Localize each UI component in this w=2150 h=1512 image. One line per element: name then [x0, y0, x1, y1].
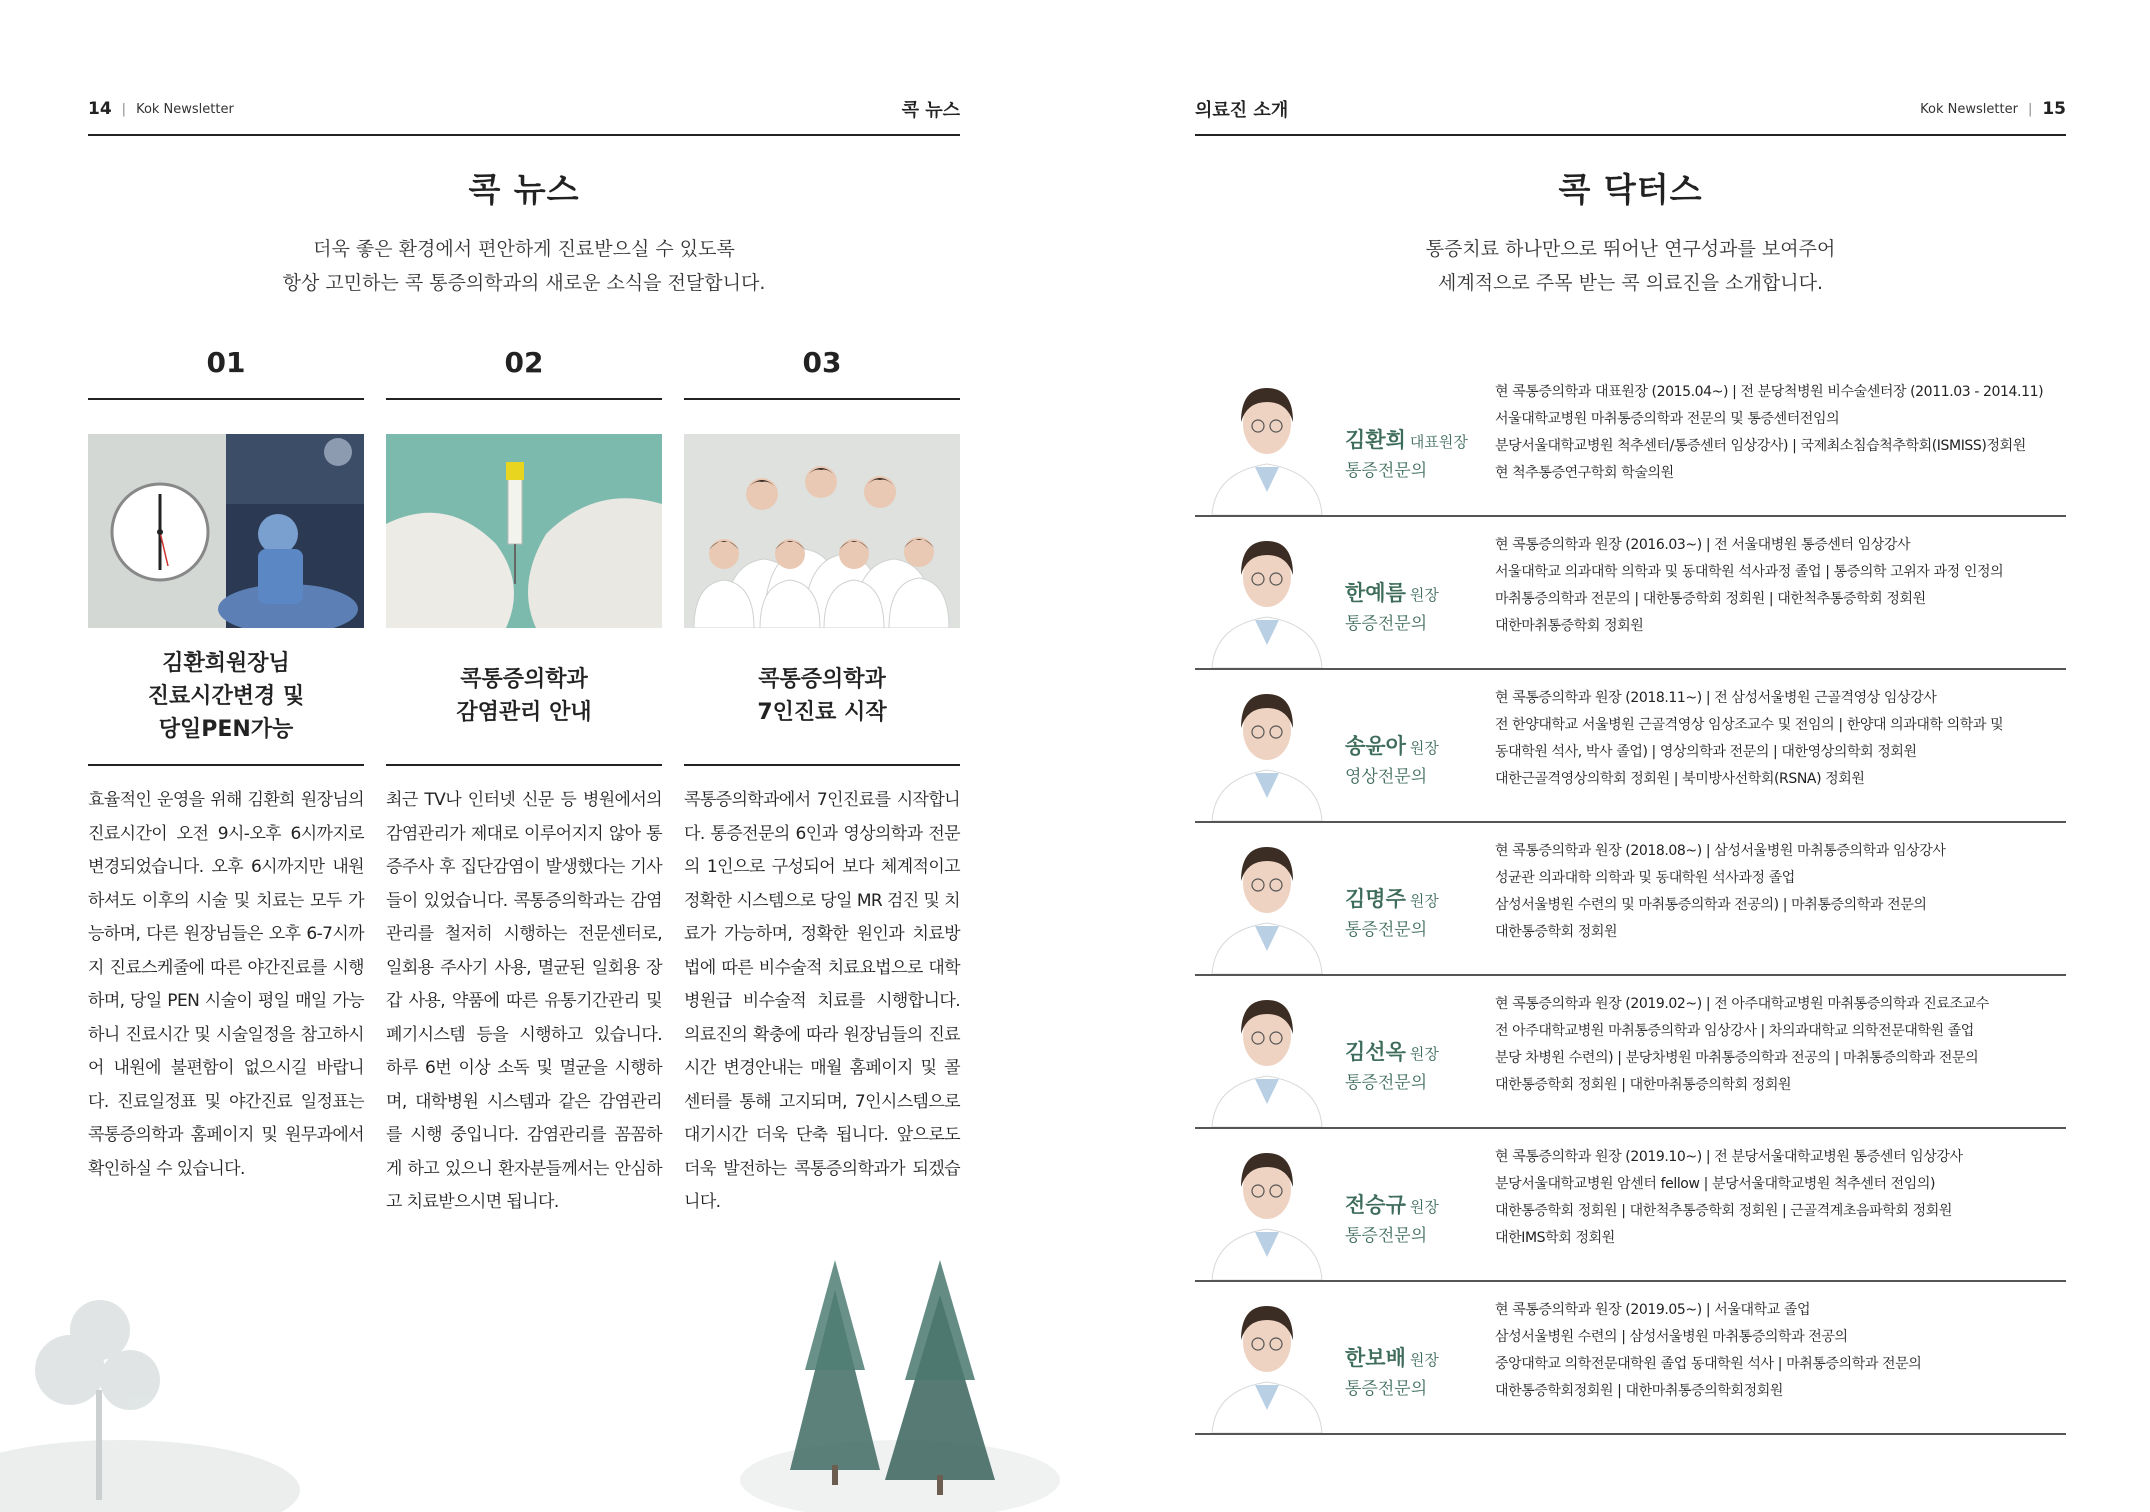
news-title-line: 7인진료 시작	[757, 700, 887, 725]
doctor-entry-7	[1195, 1282, 2066, 1435]
career-line: 대한통증학회 정회원 | 대한척추통증학회 정회원 | 근골격계초음파학회 정회원	[1495, 1203, 1952, 1219]
doctor-name-text: 김선옥	[1345, 1040, 1406, 1064]
doctor-name-text: 김명주	[1345, 887, 1406, 911]
subtitle-line: 항상 고민하는 콕 통증의학과의 새로운 소식을 전달합니다.	[282, 272, 766, 294]
career-line: 대한통증학회 정회원	[1495, 924, 1618, 940]
doctor-name	[1345, 424, 1468, 454]
career-line: 현 콕통증의학과 원장 (2016.03~) | 전 서울대병원 통증센터 임상강사	[1495, 537, 1911, 553]
doctor-portrait	[1207, 831, 1327, 974]
header-divider: |	[2027, 101, 2033, 117]
career-line: 현 척추통증연구학회 학술의원	[1495, 465, 1674, 481]
doctor-career	[1495, 838, 2055, 946]
news-title-line: 당일PEN가능	[158, 716, 294, 742]
doctor-career	[1495, 532, 2055, 640]
doctor-portrait	[1207, 525, 1327, 668]
doctor-role: 원장	[1409, 1198, 1439, 1216]
news-column-3	[684, 340, 960, 1220]
doctor-name-text: 전승규	[1345, 1193, 1406, 1217]
news-body: 콕통증의학과에서 7인진료를 시작합니다. 통증전문의 6인과 영상의학과 전문의 1인으로 구성되어 보다 체계적이고 정확한 시스템으로 당일 MR 검진 및 치료가 가능하며, 정확한 원인과 치료방법에 따른 비수술적 치료요법으로 대학병원급 비수술적 치료를 시행합니다. 의료진의 확충에 따라 원장님들의 진료시간 변경안내는 매월 홈페이지 및 콜센터를 통해 고지되며, 7인시스템으로 대기시간 더욱 단축 됩니다. 앞으로도 더욱 발전하는 콕통증의학과가 되겠습니다.	[684, 790, 960, 1212]
doctor-name	[1345, 730, 1439, 760]
page-title: 콕 닥터스	[1558, 170, 1703, 209]
news-title-line: 콕통증의학과	[460, 667, 588, 692]
career-line: 전 한양대학교 서울병원 근골격영상 임상조교수 및 전임의 | 한양대 의과대학 의학과 및	[1495, 717, 2004, 733]
doctor-role: 원장	[1409, 1045, 1439, 1063]
doctor-name-text: 김환희	[1345, 428, 1406, 452]
doctor-portrait	[1207, 984, 1327, 1127]
doctor-specialty: 통증전문의	[1345, 1073, 1428, 1093]
news-number: 03	[684, 340, 960, 400]
page-number: 15	[2042, 99, 2066, 119]
doctor-portrait	[1207, 1137, 1327, 1280]
section-name: 콕 뉴스	[901, 100, 960, 121]
doctor-entry-1	[1195, 364, 2066, 517]
doctor-name	[1345, 1189, 1439, 1219]
right-page	[1075, 0, 2150, 1512]
doctor-portrait	[1207, 372, 1327, 515]
career-line: 현 콕통증의학과 원장 (2018.08~) | 삼성서울병원 마취통증의학과 임상강사	[1495, 843, 1946, 859]
doctor-name	[1345, 577, 1439, 607]
news-title-line: 콕통증의학과	[758, 667, 886, 692]
career-line: 삼성서울병원 수련의 | 삼성서울병원 마취통증의학과 전공의	[1495, 1329, 1848, 1345]
news-number: 02	[386, 340, 662, 400]
career-line: 전 아주대학교병원 마취통증의학과 임상강사 | 차의과대학교 의학전문대학원 졸업	[1495, 1023, 1974, 1039]
page-subtitle	[88, 232, 960, 300]
doctor-role: 원장	[1409, 892, 1439, 910]
doctor-portrait	[1207, 678, 1327, 821]
doctor-specialty: 통증전문의	[1345, 920, 1428, 940]
subtitle-line: 세계적으로 주목 받는 콕 의료진을 소개합니다.	[1438, 272, 1823, 294]
doctor-career	[1495, 379, 2055, 487]
page-number: 14	[88, 99, 112, 119]
decorative-winter-trees	[0, 1240, 1075, 1512]
doctor-name-text: 송윤아	[1345, 734, 1406, 758]
career-line: 대한통증학회 정회원 | 대한마취통증의학회 정회원	[1495, 1077, 1792, 1093]
news-photo-clock-surgery	[88, 434, 364, 628]
news-column-1	[88, 340, 364, 1186]
doctor-specialty: 영상전문의	[1345, 767, 1428, 787]
career-line: 현 콕통증의학과 원장 (2019.02~) | 전 아주대학교병원 마취통증의학과 진료조교수	[1495, 996, 1989, 1012]
career-line: 삼성서울병원 수련의 및 마취통증의학과 전공의) | 마취통증의학과 전문의	[1495, 897, 1927, 913]
pine-tree	[790, 1260, 880, 1485]
doctor-role: 원장	[1409, 586, 1439, 604]
running-header-right	[1195, 84, 2066, 136]
doctor-career	[1495, 991, 2055, 1099]
doctor-career	[1495, 685, 2055, 793]
career-line: 현 콕통증의학과 원장 (2019.05~) | 서울대학교 졸업	[1495, 1302, 1811, 1318]
doctor-portrait	[1207, 1290, 1327, 1433]
career-line: 마취통증의학과 전문의 | 대한통증학회 정회원 | 대한척추통증학회 정회원	[1495, 591, 1926, 607]
section-name: 의료진 소개	[1195, 100, 1289, 121]
header-divider: |	[121, 101, 127, 117]
doctor-name	[1345, 1036, 1439, 1066]
doctor-role: 원장	[1409, 1351, 1439, 1369]
career-line: 서울대학교 의과대학 의학과 및 동대학원 석사과정 졸업 | 통증의학 고위자 과정 인정의	[1495, 564, 2004, 580]
doctor-name	[1345, 883, 1439, 913]
subtitle-line: 더욱 좋은 환경에서 편안하게 진료받으실 수 있도록	[313, 238, 735, 260]
news-column-2	[386, 340, 662, 1220]
news-number: 01	[88, 340, 364, 400]
career-line: 분당서울대학교병원 척추센터/통증센터 임상강사) | 국제최소침습척추학회(ISMISS)정회원	[1495, 438, 2026, 454]
career-line: 중앙대학교 의학전문대학원 졸업 동대학원 석사 | 마취통증의학과 전문의	[1495, 1356, 1922, 1372]
news-body: 효율적인 운영을 위해 김환희 원장님의 진료시간이 오전 9시-오후 6시까지로 변경되었습니다. 오후 6시까지만 내원하셔도 이후의 시술 및 치료는 모두 가능하며, 다른 원장님들은 오후 6-7시까지 진료스케줄에 따른 야간진료를 시행하며, 당일 PEN 시술이 평일 매일 가능하니 진료시간 및 시술일정을 참고하시어 내원에 불편함이 없으시길 바랍니다. 진료일정표 및 야간진료 일정표는 콕통증의학과 홈페이지 및 원무과에서 확인하실 수 있습니다.	[88, 790, 364, 1179]
doctor-entry-2	[1195, 517, 2066, 670]
doctor-entry-3	[1195, 670, 2066, 823]
doctor-entry-4	[1195, 823, 2066, 976]
career-line: 대한근골격영상의학회 정회원 | 북미방사선학회(RSNA) 정회원	[1495, 771, 1865, 787]
news-title	[386, 628, 662, 766]
doctor-role: 대표원장	[1409, 433, 1468, 451]
career-line: 대한IMS학회 정회원	[1495, 1230, 1615, 1246]
career-line: 현 콕통증의학과 대표원장 (2015.04~) | 전 분당척병원 비수술센터장 (2011.03 - 2014.11)	[1495, 384, 2044, 400]
doctor-entry-5	[1195, 976, 2066, 1129]
news-title	[684, 628, 960, 766]
magazine-name: Kok Newsletter	[136, 101, 234, 117]
doctor-specialty: 통증전문의	[1345, 1226, 1428, 1246]
page-subtitle	[1195, 232, 2066, 300]
doctor-role: 원장	[1409, 739, 1439, 757]
doctor-specialty: 통증전문의	[1345, 614, 1428, 634]
running-header-left	[88, 84, 960, 136]
career-line: 대한통증학회정회원 | 대한마취통증의학회정회원	[1495, 1383, 1784, 1399]
news-title-line: 김환희원장님	[162, 650, 290, 676]
career-line: 동대학원 석사, 박사 졸업) | 영상의학과 전문의 | 대한영상의학회 정회원	[1495, 744, 1917, 760]
career-line: 분당 차병원 수련의) | 분당차병원 마취통증의학과 전공의 | 마취통증의학과 전문의	[1495, 1050, 1979, 1066]
magazine-name: Kok Newsletter	[1920, 101, 2018, 117]
news-title-line: 진료시간변경 및	[147, 683, 305, 709]
page-title: 콕 뉴스	[468, 170, 580, 209]
news-photo-gloved-hands-syringe	[386, 434, 662, 628]
doctor-specialty: 통증전문의	[1345, 1379, 1428, 1399]
doctor-entry-6	[1195, 1129, 2066, 1282]
doctor-career	[1495, 1144, 2055, 1252]
doctor-career	[1495, 1297, 2055, 1405]
news-body: 최근 TV나 인터넷 신문 등 병원에서의 감염관리가 제대로 이루어지지 않아 통증주사 후 집단감염이 발생했다는 기사들이 있었습니다. 콕통증의학과는 감염관리를 철저히 시행하는 전문센터로, 일회용 주사기 사용, 멸균된 일회용 장갑 사용, 약품에 따른 유통기간관리 및 폐기시스템 등을 시행하고 있습니다. 하루 6번 이상 소독 및 멸균을 시행하며, 대학병원 시스템과 같은 감염관리를 시행 중입니다. 감염관리를 꼼꼼하게 하고 있으니 환자분들께서는 안심하고 치료받으시면 됩니다.	[386, 790, 662, 1212]
doctor-name-text: 한예름	[1345, 581, 1406, 605]
news-title-line: 감염관리 안내	[456, 700, 592, 725]
career-line: 서울대학교병원 마취통증의학과 전문의 및 통증센터전임의	[1495, 411, 1840, 427]
career-line: 성균관 의과대학 의학과 및 동대학원 석사과정 졸업	[1495, 870, 1795, 886]
news-title	[88, 628, 364, 766]
career-line: 현 콕통증의학과 원장 (2018.11~) | 전 삼성서울병원 근골격영상 임상강사	[1495, 690, 1937, 706]
career-line: 분당서울대학교병원 암센터 fellow | 분당서울대학교병원 척추센터 전임의)	[1495, 1176, 1936, 1192]
news-photo-doctors-group	[684, 434, 960, 628]
pine-tree	[885, 1260, 995, 1495]
subtitle-line: 통증치료 하나만으로 뛰어난 연구성과를 보여주어	[1425, 238, 1836, 260]
doctor-name	[1345, 1342, 1439, 1372]
doctor-specialty: 통증전문의	[1345, 461, 1428, 481]
doctor-name-text: 한보배	[1345, 1346, 1406, 1370]
career-line: 대한마취통증학회 정회원	[1495, 618, 1644, 634]
career-line: 현 콕통증의학과 원장 (2019.10~) | 전 분당서울대학교병원 통증센터 임상강사	[1495, 1149, 1963, 1165]
